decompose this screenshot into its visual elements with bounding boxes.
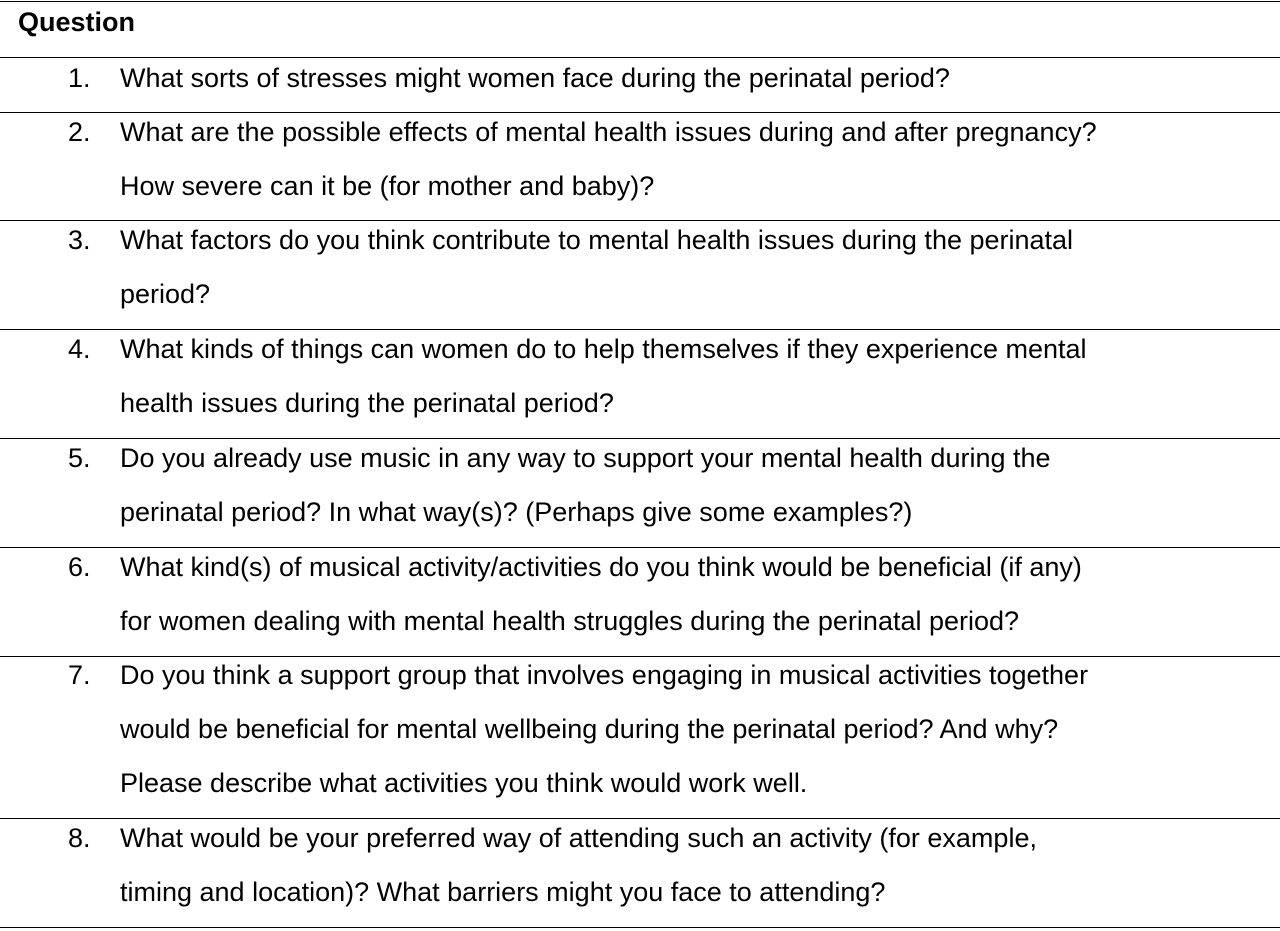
- question-number: 6.: [68, 552, 91, 582]
- question-text: What would be your preferred way of attending such an activity (for example, timing and location)? What barriers might you face to attending?: [120, 823, 1037, 907]
- question-text: What factors do you think contribute to mental health issues during the perinatal period?: [120, 225, 1074, 309]
- question-text: What kinds of things can women do to help themselves if they experience mental health issues during the perinatal period?: [120, 334, 1087, 418]
- table-bottom-rule: [0, 927, 1280, 928]
- question-text: Do you already use music in any way to support your mental health during the perinatal period? In what way(s)? (Perhaps give some examples?): [120, 443, 1051, 527]
- question-number: 7.: [68, 660, 91, 690]
- question-number: 1.: [68, 63, 91, 93]
- question-text: What are the possible effects of mental health issues during and after pregnancy? How severe can it be (for mother and baby)?: [120, 117, 1097, 201]
- question-number: 2.: [68, 117, 91, 147]
- question-text: What sorts of stresses might women face during the perinatal period?: [120, 63, 950, 93]
- table-top-rule: [0, 1, 1280, 2]
- question-number: 8.: [68, 823, 91, 853]
- table-header-question: Question: [18, 7, 136, 37]
- question-number: 3.: [68, 225, 91, 255]
- question-number: 5.: [68, 443, 91, 473]
- question-text: What kind(s) of musical activity/activities do you think would be beneficial (if any) for women dealing with mental health struggles during the perinatal period?: [120, 552, 1082, 636]
- question-text: Do you think a support group that involves engaging in musical activities together would be beneficial for mental wellbeing during the perinatal period? And why? Please describe what activities you think would work well.: [120, 660, 1089, 798]
- question-number: 4.: [68, 334, 91, 364]
